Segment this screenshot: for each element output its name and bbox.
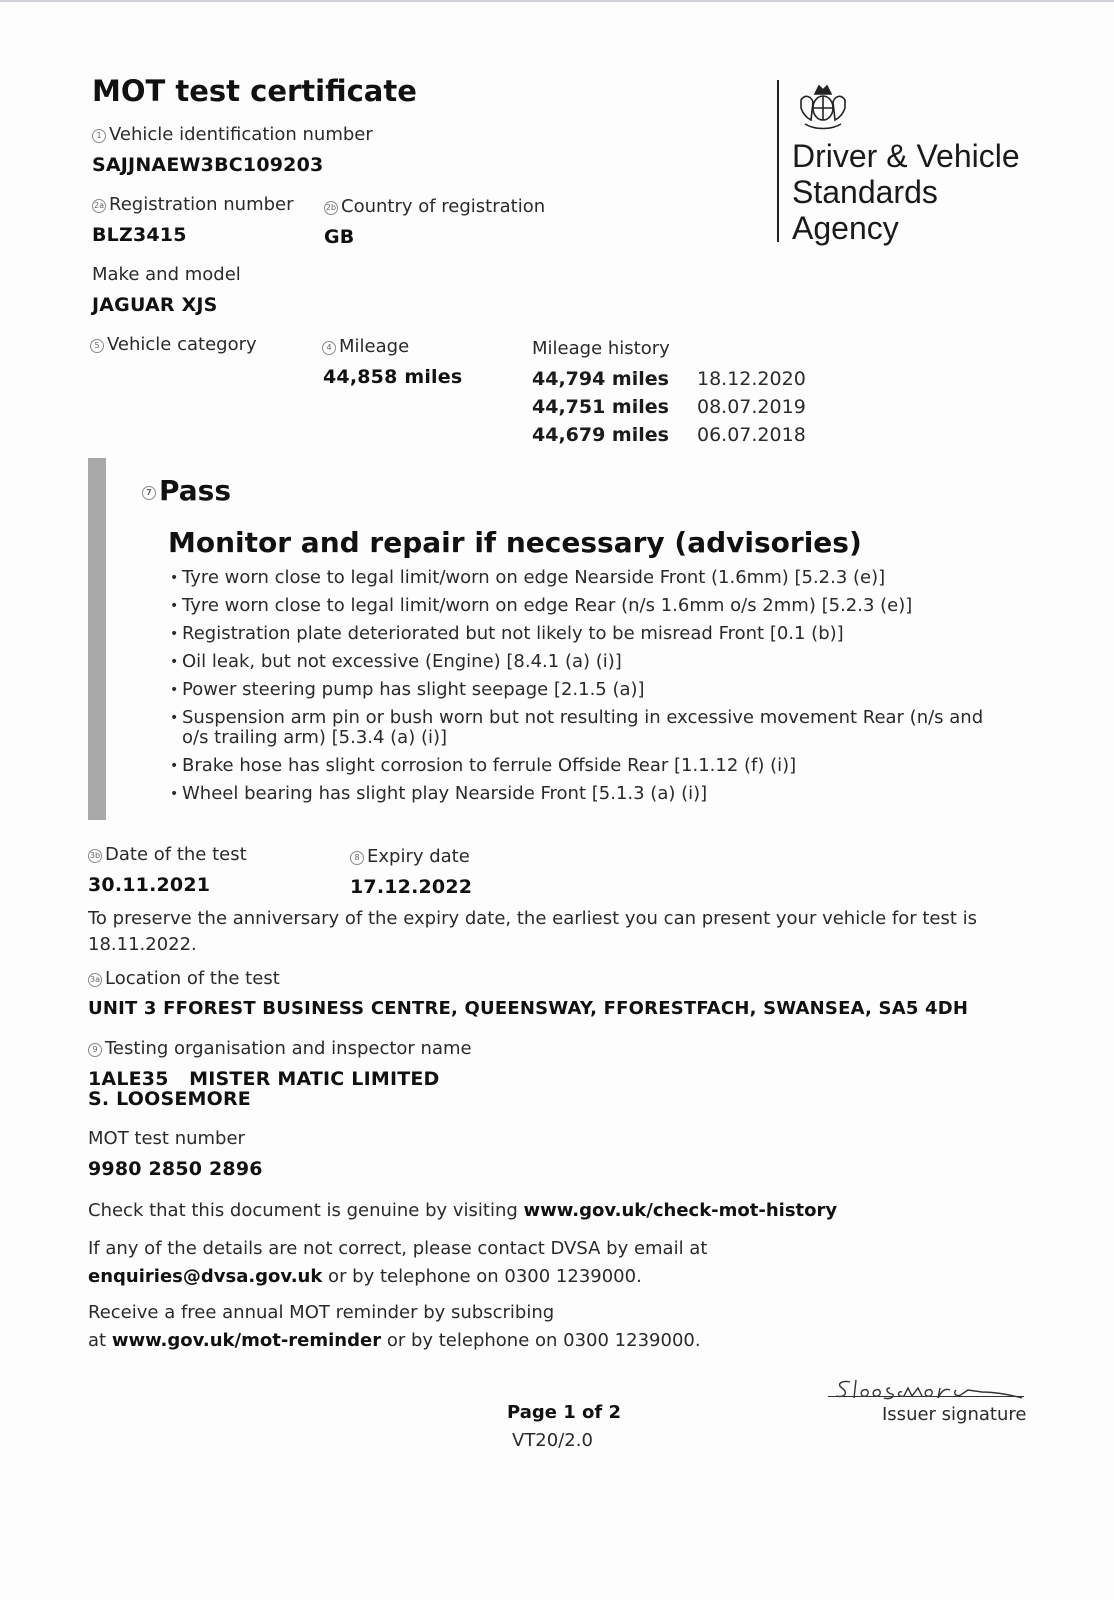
issuer-signature-image [832,1374,1032,1404]
issuer-signature-label: Issuer signature [882,1404,1027,1425]
field-marker: 5 [90,339,104,353]
mileage-history-label: Mileage history [532,338,670,359]
location-label: 3a Location of the test [90,968,280,989]
reminder-line-2: at www.gov.uk/mot-reminder or by telephone on 0300 1239000. [88,1330,701,1351]
make-model-label: Make and model [92,264,241,285]
test-number-label: MOT test number [88,1128,245,1149]
advisory-item: • Brake hose has slight corrosion to ferrule Offside Rear [1.1.12 (f) (i)] [170,756,1030,776]
mot-reminder-link[interactable]: www.gov.uk/mot-reminder [111,1330,382,1351]
contact-line-1: If any of the details are not correct, please contact DVSA by email at [88,1238,708,1259]
signature-line [828,1396,1024,1397]
field-marker: 3b [88,849,102,863]
page-number: Page 1 of 2 [507,1402,621,1423]
anniversary-note-line-2: 18.11.2022. [88,934,197,955]
field-marker: 3a [88,973,102,987]
reminder-line-1: Receive a free annual MOT reminder by subscribing [88,1302,555,1323]
history-miles: 44,679 miles [532,424,669,446]
check-mot-history-link[interactable]: www.gov.uk/check-mot-history [523,1200,838,1221]
advisories-title: Monitor and repair if necessary (advisories) [168,526,862,559]
registration-label: 2a Registration number [94,194,294,215]
mileage-value: 44,858 miles [323,366,463,388]
vehicle-category-label: 5 Vehicle category [90,334,257,355]
expiry-date-value: 17.12.2022 [350,876,473,898]
vin-label: 1 Vehicle identification number [92,124,373,145]
expiry-date-label: 8 Expiry date [350,846,470,867]
country-value: GB [324,226,355,248]
make-model-value: JAGUAR XJS [92,294,218,316]
field-marker: 2a [92,199,106,213]
agency-name [792,138,1020,246]
history-date: 08.07.2019 [697,396,806,418]
test-date-value: 30.11.2021 [88,874,211,896]
logo-divider [777,80,779,242]
royal-crest-icon [793,80,853,132]
agency-line-2: Standards [792,174,938,210]
anniversary-note-line-1: To preserve the anniversary of the expiry date, the earliest you can present your vehicle for test is [88,908,978,929]
field-marker: 2b [324,201,338,215]
advisory-item: • Power steering pump has slight seepage [2.1.5 (a)] [170,680,1030,700]
advisory-item: • Tyre worn close to legal limit/worn on edge Nearside Front (1.6mm) [5.2.3 (e)] [170,568,1030,588]
organisation-value: 1ALE35 MISTER MATIC LIMITED [88,1068,440,1090]
agency-line-3: Agency [792,210,899,246]
test-date-label: 3b Date of the test [89,844,247,865]
advisory-item: • Tyre worn close to legal limit/worn on edge Rear (n/s 1.6mm o/s 2mm) [5.2.3 (e)] [170,596,1030,616]
test-number-value: 9980 2850 2896 [88,1158,263,1180]
field-marker: 4 [322,341,336,355]
field-marker: 7 [142,486,156,500]
vin-value: SAJJNAEW3BC109203 [92,154,324,176]
history-date: 06.07.2018 [697,424,806,446]
advisory-item: • Registration plate deteriorated but not likely to be misread Front [0.1 (b)] [170,624,1030,644]
history-miles: 44,751 miles [532,396,669,418]
country-label: 2b Country of registration [325,196,546,217]
agency-line-1: Driver & Vehicle [792,138,1020,174]
contact-line-2: enquiries@dvsa.gov.uk or by telephone on 0300 1239000. [88,1266,642,1287]
registration-value: BLZ3415 [92,224,187,246]
field-marker: 8 [350,851,364,865]
page-title: MOT test certificate [92,74,417,108]
top-border [0,0,1114,2]
advisory-item: • Wheel bearing has slight play Nearside Front [5.1.3 (a) (i)] [170,784,1030,804]
advisories-list [170,568,1030,812]
history-miles: 44,794 miles [532,368,669,390]
email-link[interactable]: enquiries@dvsa.gov.uk [88,1266,323,1287]
field-marker: 1 [92,129,106,143]
advisory-item: • Oil leak, but not excessive (Engine) [8.4.1 (a) (i)] [170,652,1030,672]
field-marker: 9 [88,1043,102,1057]
advisory-item: • Suspension arm pin or bush worn but not resulting in excessive movement Rear (n/s and o/s trailing arm) [5.3.4 (a) (i)] [170,708,1010,748]
mileage-label: 4 Mileage [322,336,409,357]
result-pass: 7 Pass [142,474,231,507]
location-value: UNIT 3 FFOREST BUSINESS CENTRE, QUEENSWAY, FFORESTFACH, SWANSEA, SA5 4DH [88,998,969,1019]
organisation-label: 9 Testing organisation and inspector name [88,1038,472,1059]
check-genuine-text: Check that this document is genuine by visiting www.gov.uk/check-mot-history [88,1200,838,1221]
history-date: 18.12.2020 [697,368,806,390]
result-bar [88,458,106,820]
form-code: VT20/2.0 [512,1430,593,1451]
inspector-name: S. LOOSEMORE [88,1088,251,1110]
